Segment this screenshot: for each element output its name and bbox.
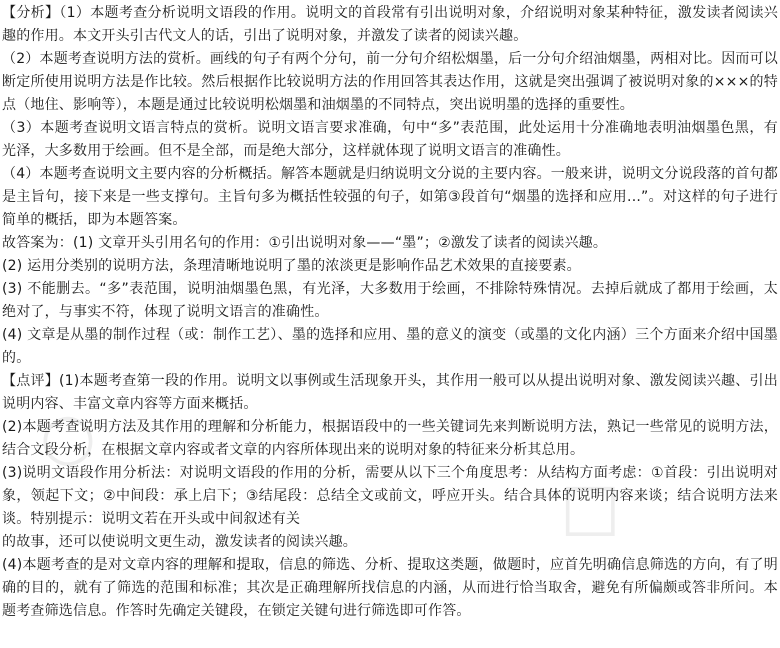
watermark-right: □: [560, 470, 621, 544]
analysis-paragraph-2: （2）本题考查说明方法的赏析。画线的句子有两个分句，前一分句介绍松烟墨，后一分句介绍油烟墨，两相对比。因而可以断定所使用说明方法是作比较。然后根据作比较说明方法的作用回答其表达作用，这就是突出强调了被说明对象的×××的特点（地住、影响等），本题是通过比较说明松烟墨和油烟墨的不同特点，突出说明墨的选择的重要性。: [2, 51, 778, 113]
comment-paragraph-3: (3)说明文语段作用分析法：对说明文语段的作用的分析，需要从以下三个角度思考：从结构方面考虑：①首段：引出说明对象，领起下文；②中间段：承上启下；③结尾段：总结全文或前文，呼应开头。结合具体的说明内容来谈；结合说明方法来谈。特别提示：说明文若在开头或中间叙述有关: [2, 465, 778, 527]
comment-paragraph-3-continued: 的故事，还可以使说明文更生动，激发读者的阅读兴趣。: [2, 534, 357, 550]
comment-paragraph-2: (2)本题考查说明方法及其作用的理解和分析能力，根据语段中的一些关键词先来判断说明方法，熟记一些常见的说明方法，结合文段分析，在根据文章内容或者文章的内容所体现出来的说明对象的特征来分析其总用。: [2, 419, 778, 458]
answer-paragraph-3: (3) 不能删去。“多”表范围，说明油烟墨色黑，有光泽，大多数用于绘画，不排除特殊情况。去掉后就成了都用于绘画，太绝对了，与事实不符，体现了说明文语言的准确性。: [2, 281, 778, 320]
analysis-text-1: （1）本题考查分析说明文语段的作用。说明文的首段常有引出说明对象，介绍说明对象某种特征，激发读者阅读兴趣的作用。本文开头引古代文人的话，引出了说明对象，并激发了读者的阅读兴趣。: [2, 5, 778, 44]
comment-paragraph-4: (4)本题考查的是对文章内容的理解和提取，信息的筛选、分析、提取这类题，做题时，应首先明确信息筛选的方向，有了明确的目的，就有了筛选的范围和标准；其次是正确理解所找信息的内涵，从而进行恰当取舍，避免有所偏颇或答非所问。本题考查筛选信息。作答时先确定关键段，在锁定关键句进行筛选即可作答。: [2, 557, 778, 619]
analysis-tag: 【分析】: [2, 5, 60, 21]
watermark-left: ○: [40, 400, 96, 474]
answer-paragraph-2: (2) 运用分类别的说明方法，条理清晰地说明了墨的浓淡更是影响作品艺术效果的直接要素。: [2, 258, 581, 274]
answer-paragraph-1: 故答案为：(1) 文章开头引用名句的作用：①引出说明对象——“墨”；②激发了读者的阅读兴趣。: [2, 235, 608, 251]
analysis-paragraph-3: （3）本题考查说明文语言特点的赏析。说明文语言要求准确，句中“多”表范围，此处运用十分准确地表明油烟墨色黑，有光泽，大多数用于绘画。但不是全部，而是绝大部分，这样就体现了说明文语言的准确性。: [2, 120, 778, 159]
solution-document: [2, 2, 778, 623]
analysis-paragraph-1: [2, 2, 778, 48]
answer-paragraph-4: (4) 文章是从墨的制作过程（或：制作工艺）、墨的选择和应用、墨的意义的演变（或墨的文化内涵）三个方面来介绍中国墨的。: [2, 327, 778, 366]
comment-paragraph-1: 【点评】(1)本题考查第一段的作用。说明文以事例或生活现象开头，其作用一般可以从提出说明对象、激发阅读兴趣、引出说明内容、丰富文章内容等方面来概括。: [2, 373, 778, 412]
analysis-paragraph-4: （4）本题考查说明文主要内容的分析概括。解答本题就是归纳说明文分说的主要内容。一般来讲，说明文分说段落的首句都是主旨句，接下来是一些支撑句。主旨句多为概括性较强的句子，如第③段首句“烟墨的选择和应用...”。对这样的句子进行简单的概括，即为本题答案。: [2, 166, 778, 228]
